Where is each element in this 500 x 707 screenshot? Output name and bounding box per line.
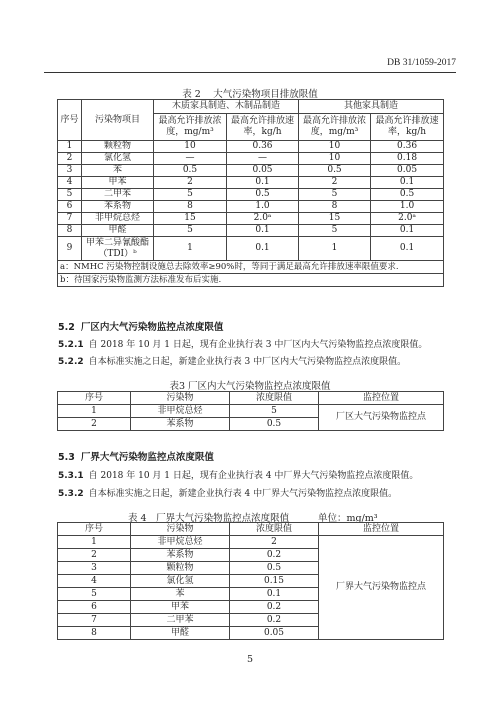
table2-row-2-n: 2	[58, 153, 82, 165]
table4-row-4-p: 氯化氢	[131, 575, 230, 588]
table4-caption: 表 4 厂界大气污染物监控点浓度限值	[128, 513, 290, 524]
table2-row	[58, 165, 444, 177]
table2-row-7-c2: 15	[299, 213, 371, 225]
paragraph-5-2-2	[58, 354, 406, 367]
table4-row-6-v: 0.2	[230, 601, 319, 614]
section-5-3-title: 厂界大气污染物监控点浓度限值	[80, 452, 214, 463]
table4-row-3-v: 0.5	[230, 562, 319, 575]
table2-row-5-p: 二甲苯	[82, 189, 154, 201]
table4-header-limit: 浓度限值	[230, 523, 319, 536]
table3	[57, 391, 444, 431]
paragraph-5-3-1-number: 5.3.1	[58, 471, 84, 481]
table2-row-1-r2: 0.36	[371, 141, 444, 153]
table4-row-5-p: 苯	[131, 588, 230, 601]
table4-row-8-n: 8	[58, 627, 131, 640]
table2-row	[58, 213, 444, 225]
paragraph-5-3-1-text: 自 2018 年 10 月 1 日起，现有企业执行表 4 中厂界大气污染物监控点浓度限值。	[88, 471, 419, 481]
table3-row-2-limit: 0.5	[230, 418, 319, 431]
table4-row-2-p: 苯系物	[131, 549, 230, 562]
table4-row-8-v: 0.05	[230, 627, 319, 640]
section-5-2-number: 5.2	[58, 322, 75, 333]
table2-row-8-r1: 0.1	[227, 225, 299, 237]
table2-row	[58, 201, 444, 213]
paragraph-5-3-2	[58, 486, 397, 499]
table2-row-4-p: 甲苯	[82, 177, 154, 189]
table2-row-9-n: 9	[58, 237, 82, 261]
table2-row-3-c2: 0.5	[299, 165, 371, 177]
paragraph-5-3-2-text: 自本标准实施之日起，新建企业执行表 4 中厂界大气污染物监控点浓度限值。	[88, 489, 398, 499]
table3-header-seq: 序号	[58, 392, 131, 405]
paragraph-5-2-2-text: 自本标准实施之日起，新建企业执行表 3 中厂区内大气污染物监控点浓度限值。	[88, 357, 407, 367]
table3-location: 厂区大气污染物监控点	[319, 405, 444, 431]
table4-row-4-v: 0.15	[230, 575, 319, 588]
table4-row-4-n: 4	[58, 575, 131, 588]
paragraph-5-3-2-number: 5.3.2	[58, 489, 84, 499]
table2	[57, 99, 444, 287]
table2-row-6-n: 6	[58, 201, 82, 213]
table2-header-conc1: 最高允许排放浓度，mg/m³	[154, 114, 227, 141]
table2-row-7-n: 7	[58, 213, 82, 225]
table2-row-2-r2: 0.18	[371, 153, 444, 165]
table4-header-pollutant: 污染物	[131, 523, 230, 536]
paragraph-5-3-1	[58, 468, 418, 481]
table3-header-limit: 浓度限值	[230, 392, 319, 405]
table2-row	[58, 189, 444, 201]
table4-row-1-p: 非甲烷总烃	[131, 536, 230, 549]
table4-row-6-n: 6	[58, 601, 131, 614]
table2-row-2-c1: —	[154, 153, 227, 165]
table2-row-4-r2: 0.1	[371, 177, 444, 189]
table3-header-location: 监控位置	[319, 392, 444, 405]
table2-row-1-c2: 10	[299, 141, 371, 153]
table3-header-pollutant: 污染物	[131, 392, 230, 405]
table2-row-1-c1: 10	[154, 141, 227, 153]
table2-row-7-p: 非甲烷总烃	[82, 213, 154, 225]
document-code: DB 31/1059-2017	[387, 58, 456, 68]
table2-row-7-r2: 2.0ᵃ	[371, 213, 444, 225]
table4-location: 厂界大气污染物监控点	[319, 536, 444, 640]
table4	[57, 522, 444, 640]
table4-row-2-v: 0.2	[230, 549, 319, 562]
table2-header-seq: 序号	[58, 100, 82, 141]
table2-row-6-c1: 8	[154, 201, 227, 213]
table2-row-9-r2: 0.1	[371, 237, 444, 261]
table2-row-7-c1: 15	[154, 213, 227, 225]
table2-row-1-n: 1	[58, 141, 82, 153]
section-5-2-title: 厂区内大气污染物监控点浓度限值	[80, 322, 224, 333]
section-5-2-heading	[58, 319, 223, 333]
table2-row-6-c2: 8	[299, 201, 371, 213]
table4-header-location: 监控位置	[319, 523, 444, 536]
table2-row-8-p: 甲醛	[82, 225, 154, 237]
table4-row-5-n: 5	[58, 588, 131, 601]
table2-row-5-c1: 5	[154, 189, 227, 201]
table4-row-3-p: 颗粒物	[131, 562, 230, 575]
paragraph-5-2-2-number: 5.2.2	[58, 357, 84, 367]
table3-row-1-limit: 5	[230, 405, 319, 418]
table2-row	[58, 141, 444, 153]
table3-row-2-pollutant: 苯系物	[131, 418, 230, 431]
paragraph-5-2-1	[58, 337, 427, 350]
table2-row-8-r2: 0.1	[371, 225, 444, 237]
table2-row-5-n: 5	[58, 189, 82, 201]
table2-row-1-p: 颗粒物	[82, 141, 154, 153]
table2-row-8-n: 8	[58, 225, 82, 237]
page-number: 5	[246, 654, 254, 665]
table4-row-7-n: 7	[58, 614, 131, 627]
table2-header-group1: 木质家具制造、木制品制造	[154, 100, 299, 114]
table4-row-1-v: 2	[230, 536, 319, 549]
table2-row-2-c2: 10	[299, 153, 371, 165]
table2-row-3-n: 3	[58, 165, 82, 177]
table2-row-5-r1: 0.5	[227, 189, 299, 201]
table2-row-9-c1: 1	[154, 237, 227, 261]
table2-row-6-p: 苯系物	[82, 201, 154, 213]
table2-row-3-c1: 0.5	[154, 165, 227, 177]
table4-header-seq: 序号	[58, 523, 131, 536]
table3-row-1-pollutant: 非甲烷总烃	[131, 405, 230, 418]
table2-row	[58, 177, 444, 189]
table2-row-9-p: 甲苯二异氰酸酯（TDI）ᵇ	[82, 237, 154, 261]
table2-row-4-r1: 0.1	[227, 177, 299, 189]
table2-row-5-r2: 0.5	[371, 189, 444, 201]
table3-row-2-seq: 2	[58, 418, 131, 431]
table2-row-3-p: 苯	[82, 165, 154, 177]
header-rule	[44, 72, 456, 73]
table2-row-2-p: 氯化氢	[82, 153, 154, 165]
table2-row-7-r1: 2.0ᵃ	[227, 213, 299, 225]
table4-row-2-n: 2	[58, 549, 131, 562]
table4-row-7-v: 0.2	[230, 614, 319, 627]
table2-header-group2: 其他家具制造	[299, 100, 444, 114]
table2-row-8-c1: 5	[154, 225, 227, 237]
table2-header-conc2: 最高允许排放浓度，mg/m³	[299, 114, 371, 141]
table2-row-3-r2: 0.05	[371, 165, 444, 177]
table2-row-4-c2: 2	[299, 177, 371, 189]
paragraph-5-2-1-text: 自 2018 年 10 月 1 日起，现有企业执行表 3 中厂区内大气污染物监控点浓度限值。	[88, 340, 428, 350]
table2-row-9-r1: 0.1	[227, 237, 299, 261]
table2-row	[58, 237, 444, 261]
table2-row-4-c1: 2	[154, 177, 227, 189]
section-5-3-heading	[58, 449, 214, 463]
table4-row-3-n: 3	[58, 562, 131, 575]
table2-row-1-r1: 0.36	[227, 141, 299, 153]
table2-row-2-r1: —	[227, 153, 299, 165]
table2-row-4-n: 4	[58, 177, 82, 189]
table4-row-8-p: 甲醛	[131, 627, 230, 640]
table2-header-rate2: 最高允许排放速率，kg/h	[371, 114, 444, 141]
table4-row	[58, 536, 444, 549]
table2-row-3-r1: 0.05	[227, 165, 299, 177]
table3-row-1-seq: 1	[58, 405, 131, 418]
table2-row-6-r2: 1.0	[371, 201, 444, 213]
table2-row	[58, 153, 444, 165]
table4-row-5-v: 0.1	[230, 588, 319, 601]
table2-row-5-c2: 5	[299, 189, 371, 201]
table2-header-rate1: 最高允许排放速率，kg/h	[227, 114, 299, 141]
section-5-3-number: 5.3	[58, 452, 75, 463]
table3-caption: 表3 厂区内大气污染物监控点浓度限值	[169, 381, 331, 392]
table4-row-1-n: 1	[58, 536, 131, 549]
paragraph-5-2-1-number: 5.2.1	[58, 340, 84, 350]
table2-caption: 表 2 大气污染物项目排放限值	[182, 89, 318, 100]
table2-row-9-c2: 1	[299, 237, 371, 261]
table2-header-pollutant: 污染物项目	[82, 100, 154, 141]
table4-row-6-p: 甲苯	[131, 601, 230, 614]
table2-row-6-r1: 1.0	[227, 201, 299, 213]
table2-note-a: a：NMHC 污染物控制设施总去除效率≥90%时，等同于满足最高允许排放速率限值要求.	[58, 261, 444, 274]
table2-row	[58, 225, 444, 237]
table2-note-b: b：待国家污染物监测方法标准发布后实施.	[58, 274, 444, 287]
table4-unit: 单位：mg/m³	[318, 513, 378, 524]
table4-row-7-p: 二甲苯	[131, 614, 230, 627]
table2-row-8-c2: 5	[299, 225, 371, 237]
